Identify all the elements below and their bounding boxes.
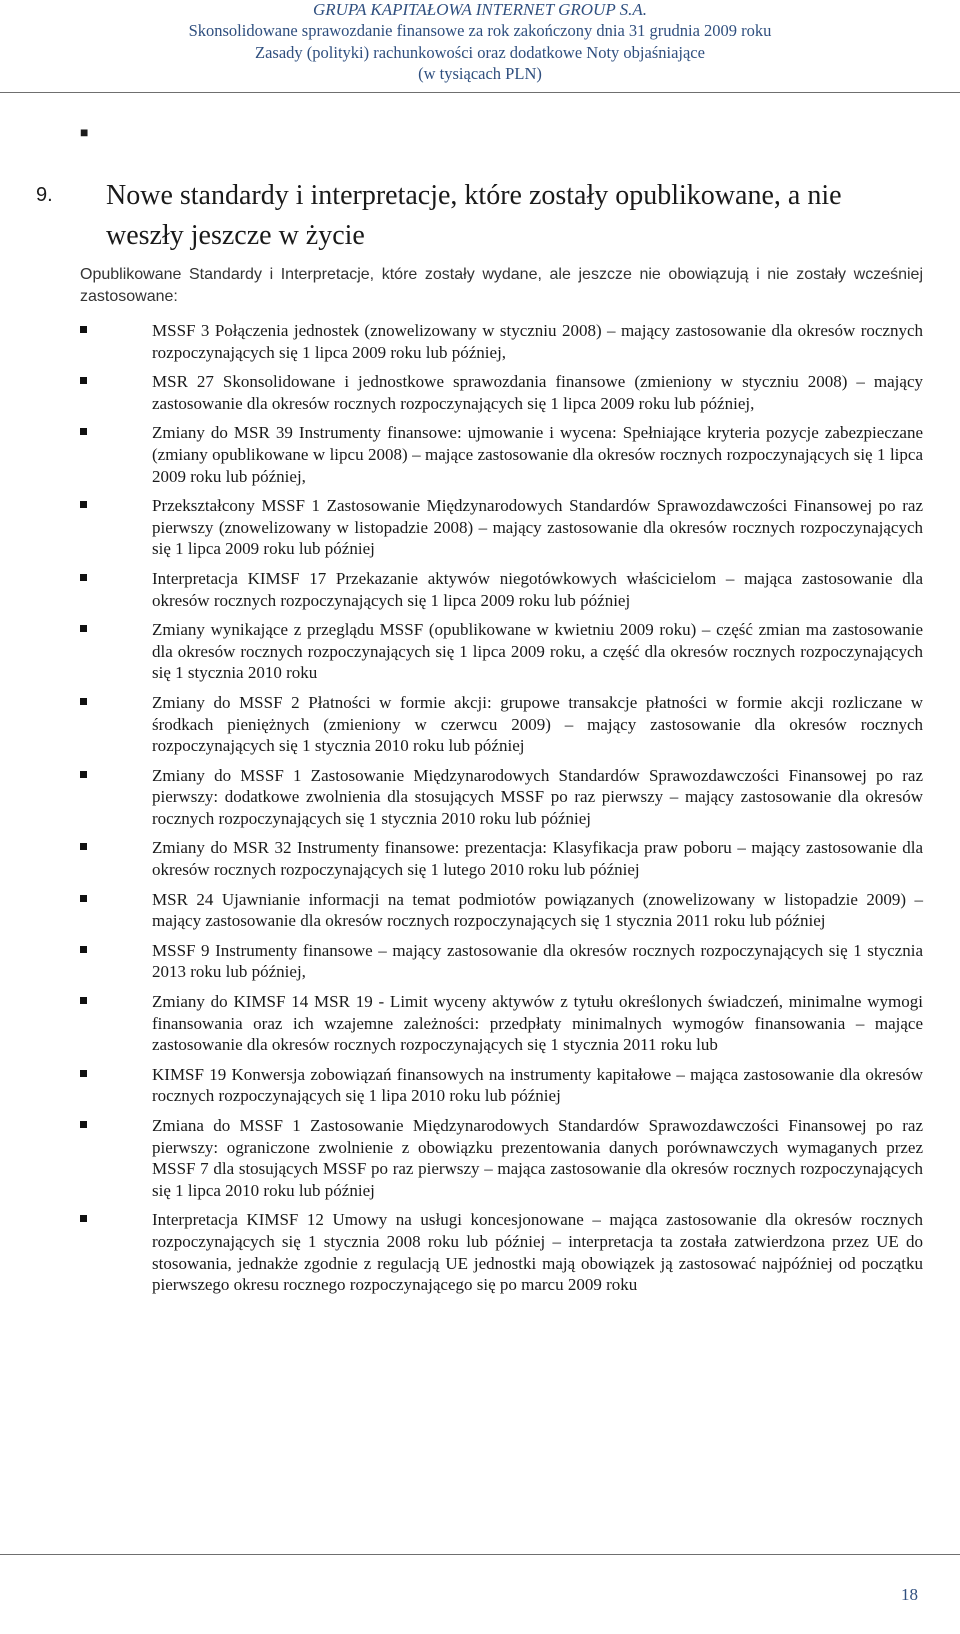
list-item-text: Zmiana do MSSF 1 Zastosowanie Międzynarodowych Standardów Sprawozdawczości Finansowej po raz pierwszy: ograniczone zwolnienie z obowiązku prezentowania danych porównawczych wymaganych przez MSSF 7 dla stosujących MSSF po raz pierwszy – mająca zastosowanie dla okresów rocznych rozpoczynających się 1 lipca 2010 roku lub później bbox=[152, 1116, 923, 1200]
list-item-text: MSSF 9 Instrumenty finansowe – mający zastosowanie dla okresów rocznych rozpoczynających się 1 stycznia 2013 roku lub później, bbox=[152, 940, 923, 982]
page-number: 18 bbox=[901, 1585, 918, 1604]
bullet-icon bbox=[80, 377, 87, 384]
list-item-text: Interpretacja KIMSF 17 Przekazanie aktywów niegotówkowych właścicielom – mająca zastosowanie dla okresów rocznych rozpoczynających się 1 lipca 2009 roku lub później bbox=[152, 568, 923, 610]
list-item bbox=[80, 619, 923, 684]
list-item-text: Interpretacja KIMSF 12 Umowy na usługi koncesjonowane – mająca zastosowanie dla okresów rocznych rozpoczynających się 1 stycznia 2008 roku lub później – interpretacja ta została zatwierdzona przez UE do stosowania, jednakże zgodnie z regulacją UE jednostki mają obowiązek ją zastosować najpóźniej od początku pierwszego okresu rocznego rozpoczynającego się po marcu 2009 roku bbox=[152, 1210, 923, 1295]
bullet-icon bbox=[80, 501, 87, 508]
report-title: Skonsolidowane sprawozdanie finansowe za rok zakończony dnia 31 grudnia 2009 roku bbox=[188, 21, 772, 40]
list-item bbox=[80, 568, 923, 611]
bullet-icon bbox=[80, 428, 87, 435]
standards-list bbox=[80, 320, 923, 1304]
list-item-text: Zmiany do MSSF 2 Płatności w formie akcji: grupowe transakcje płatności w formie akcji rozliczane w środkach pieniężnych (zmieniony w czerwcu 2009) – mający zastosowanie dla okresów rocznych rozpoczynających się 1 stycznia 2010 roku lub później bbox=[152, 692, 923, 756]
bullet-icon bbox=[80, 843, 87, 850]
section-subtitle: Zasady (polityki) rachunkowości oraz dodatkowe Noty objaśniające bbox=[255, 42, 705, 62]
section-heading bbox=[36, 176, 926, 256]
section-title: Nowe standardy i interpretacje, które zostały opublikowane, a nie weszły jeszcze w życie bbox=[106, 180, 842, 251]
list-item bbox=[80, 991, 923, 1056]
bullet-icon bbox=[80, 946, 87, 953]
list-item bbox=[80, 765, 923, 830]
page-header bbox=[0, 0, 960, 93]
intro-paragraph: Opublikowane Standardy i Interpretacje, które zostały wydane, ale jeszcze nie obowiązują i nie zostały wcześniej zastosowane: bbox=[80, 266, 923, 305]
bullet-icon bbox=[80, 895, 87, 902]
bullet-icon bbox=[80, 574, 87, 581]
page-footer bbox=[0, 1554, 960, 1634]
bullet-icon bbox=[80, 1121, 87, 1128]
bullet-icon: ■ bbox=[80, 126, 89, 141]
list-item-text: Zmiany wynikające z przeglądu MSSF (opublikowane w kwietniu 2009 roku) – część zmian ma zastosowanie dla okresów rocznych rozpoczynających się 1 lipca 2009 roku, a część dla okresów rocznych rozpoczynających się 1 stycznia 2010 roku bbox=[152, 620, 923, 683]
bullet-icon bbox=[80, 997, 87, 1004]
bullet-icon bbox=[80, 771, 87, 778]
list-item bbox=[80, 371, 923, 414]
list-item bbox=[80, 320, 923, 363]
list-item bbox=[80, 837, 923, 880]
bullet-icon bbox=[80, 1215, 87, 1222]
list-item-text: KIMSF 19 Konwersja zobowiązań finansowych na instrumenty kapitałowe – mająca zastosowanie dla okresów rocznych rozpoczynających się 1 lipa 2010 roku lub później bbox=[152, 1064, 923, 1106]
list-item-text: Zmiany do MSSF 1 Zastosowanie Międzynarodowych Standardów Sprawozdawczości Finansowej po raz pierwszy: dodatkowe zwolnienia dla stosujących MSSF po raz pierwszy – mający zastosowanie dla okresów rocznych rozpoczynających się 1 stycznia 2010 roku lub później bbox=[152, 765, 923, 828]
currency-note: (w tysiącach PLN) bbox=[418, 64, 542, 83]
list-item-text: Zmiany do MSR 39 Instrumenty finansowe: ujmowanie i wycena: Spełniające kryteria pozycje zabezpieczane (zmiany opublikowane w lipcu 2008) – mające zastosowanie dla okresów rocznych rozpoczynających się 1 lipca 2009 roku lub później, bbox=[152, 423, 923, 486]
list-item bbox=[80, 940, 923, 983]
list-item bbox=[80, 692, 923, 757]
list-item bbox=[80, 1209, 923, 1295]
bullet-icon bbox=[80, 1070, 87, 1077]
company-name: GRUPA KAPITAŁOWA INTERNET GROUP S.A. bbox=[312, 0, 648, 19]
list-item-text: Przekształcony MSSF 1 Zastosowanie Międzynarodowych Standardów Sprawozdawczości Finansowej po raz pierwszy (znowelizowany w listopadzie 2008) – mający zastosowanie dla okresów rocznych rozpoczynających się 1 lipca 2009 roku lub później bbox=[152, 496, 923, 559]
list-item-text: Zmiany do MSR 32 Instrumenty finansowe: prezentacja: Klasyfikacja praw poboru – mający zastosowanie dla okresów rocznych rozpoczynających się 1 lutego 2010 roku lub później bbox=[152, 838, 923, 880]
list-item bbox=[80, 1064, 923, 1107]
list-item bbox=[80, 889, 923, 932]
bullet-icon bbox=[80, 326, 87, 333]
list-item bbox=[80, 422, 923, 487]
list-item-text: Zmiany do KIMSF 14 MSR 19 - Limit wyceny aktywów z tytułu określonych świadczeń, minimalne wymogi finansowania oraz ich wzajemne zależności: przedpłaty minimalnych wymogów finansowania – mające zastosowanie dla okresów rocznych rozpoczynających się 1 stycznia 2011 roku lub bbox=[152, 992, 923, 1055]
list-item bbox=[80, 1115, 923, 1201]
bullet-icon bbox=[80, 625, 87, 632]
list-item-text: MSSF 3 Połączenia jednostek (znowelizowany w styczniu 2008) – mający zastosowanie dla okresów rocznych rozpoczynających się 1 lipca 2009 roku lub później, bbox=[152, 321, 923, 362]
list-item-text: MSR 27 Skonsolidowane i jednostkowe sprawozdania finansowe (zmieniony w styczniu 2008) – mający zastosowanie dla okresów rocznych rozpoczynających się 1 lipca 2009 roku lub później, bbox=[152, 372, 923, 413]
list-item bbox=[80, 495, 923, 560]
list-item-text: MSR 24 Ujawnianie informacji na temat podmiotów powiązanych (znowelizowany w listopadzie 2009) – mający zastosowanie dla okresów rocznych rozpoczynających się 1 stycznia 2011 roku lub później bbox=[152, 889, 923, 931]
bullet-icon bbox=[80, 698, 87, 705]
section-number: 9. bbox=[36, 184, 53, 206]
